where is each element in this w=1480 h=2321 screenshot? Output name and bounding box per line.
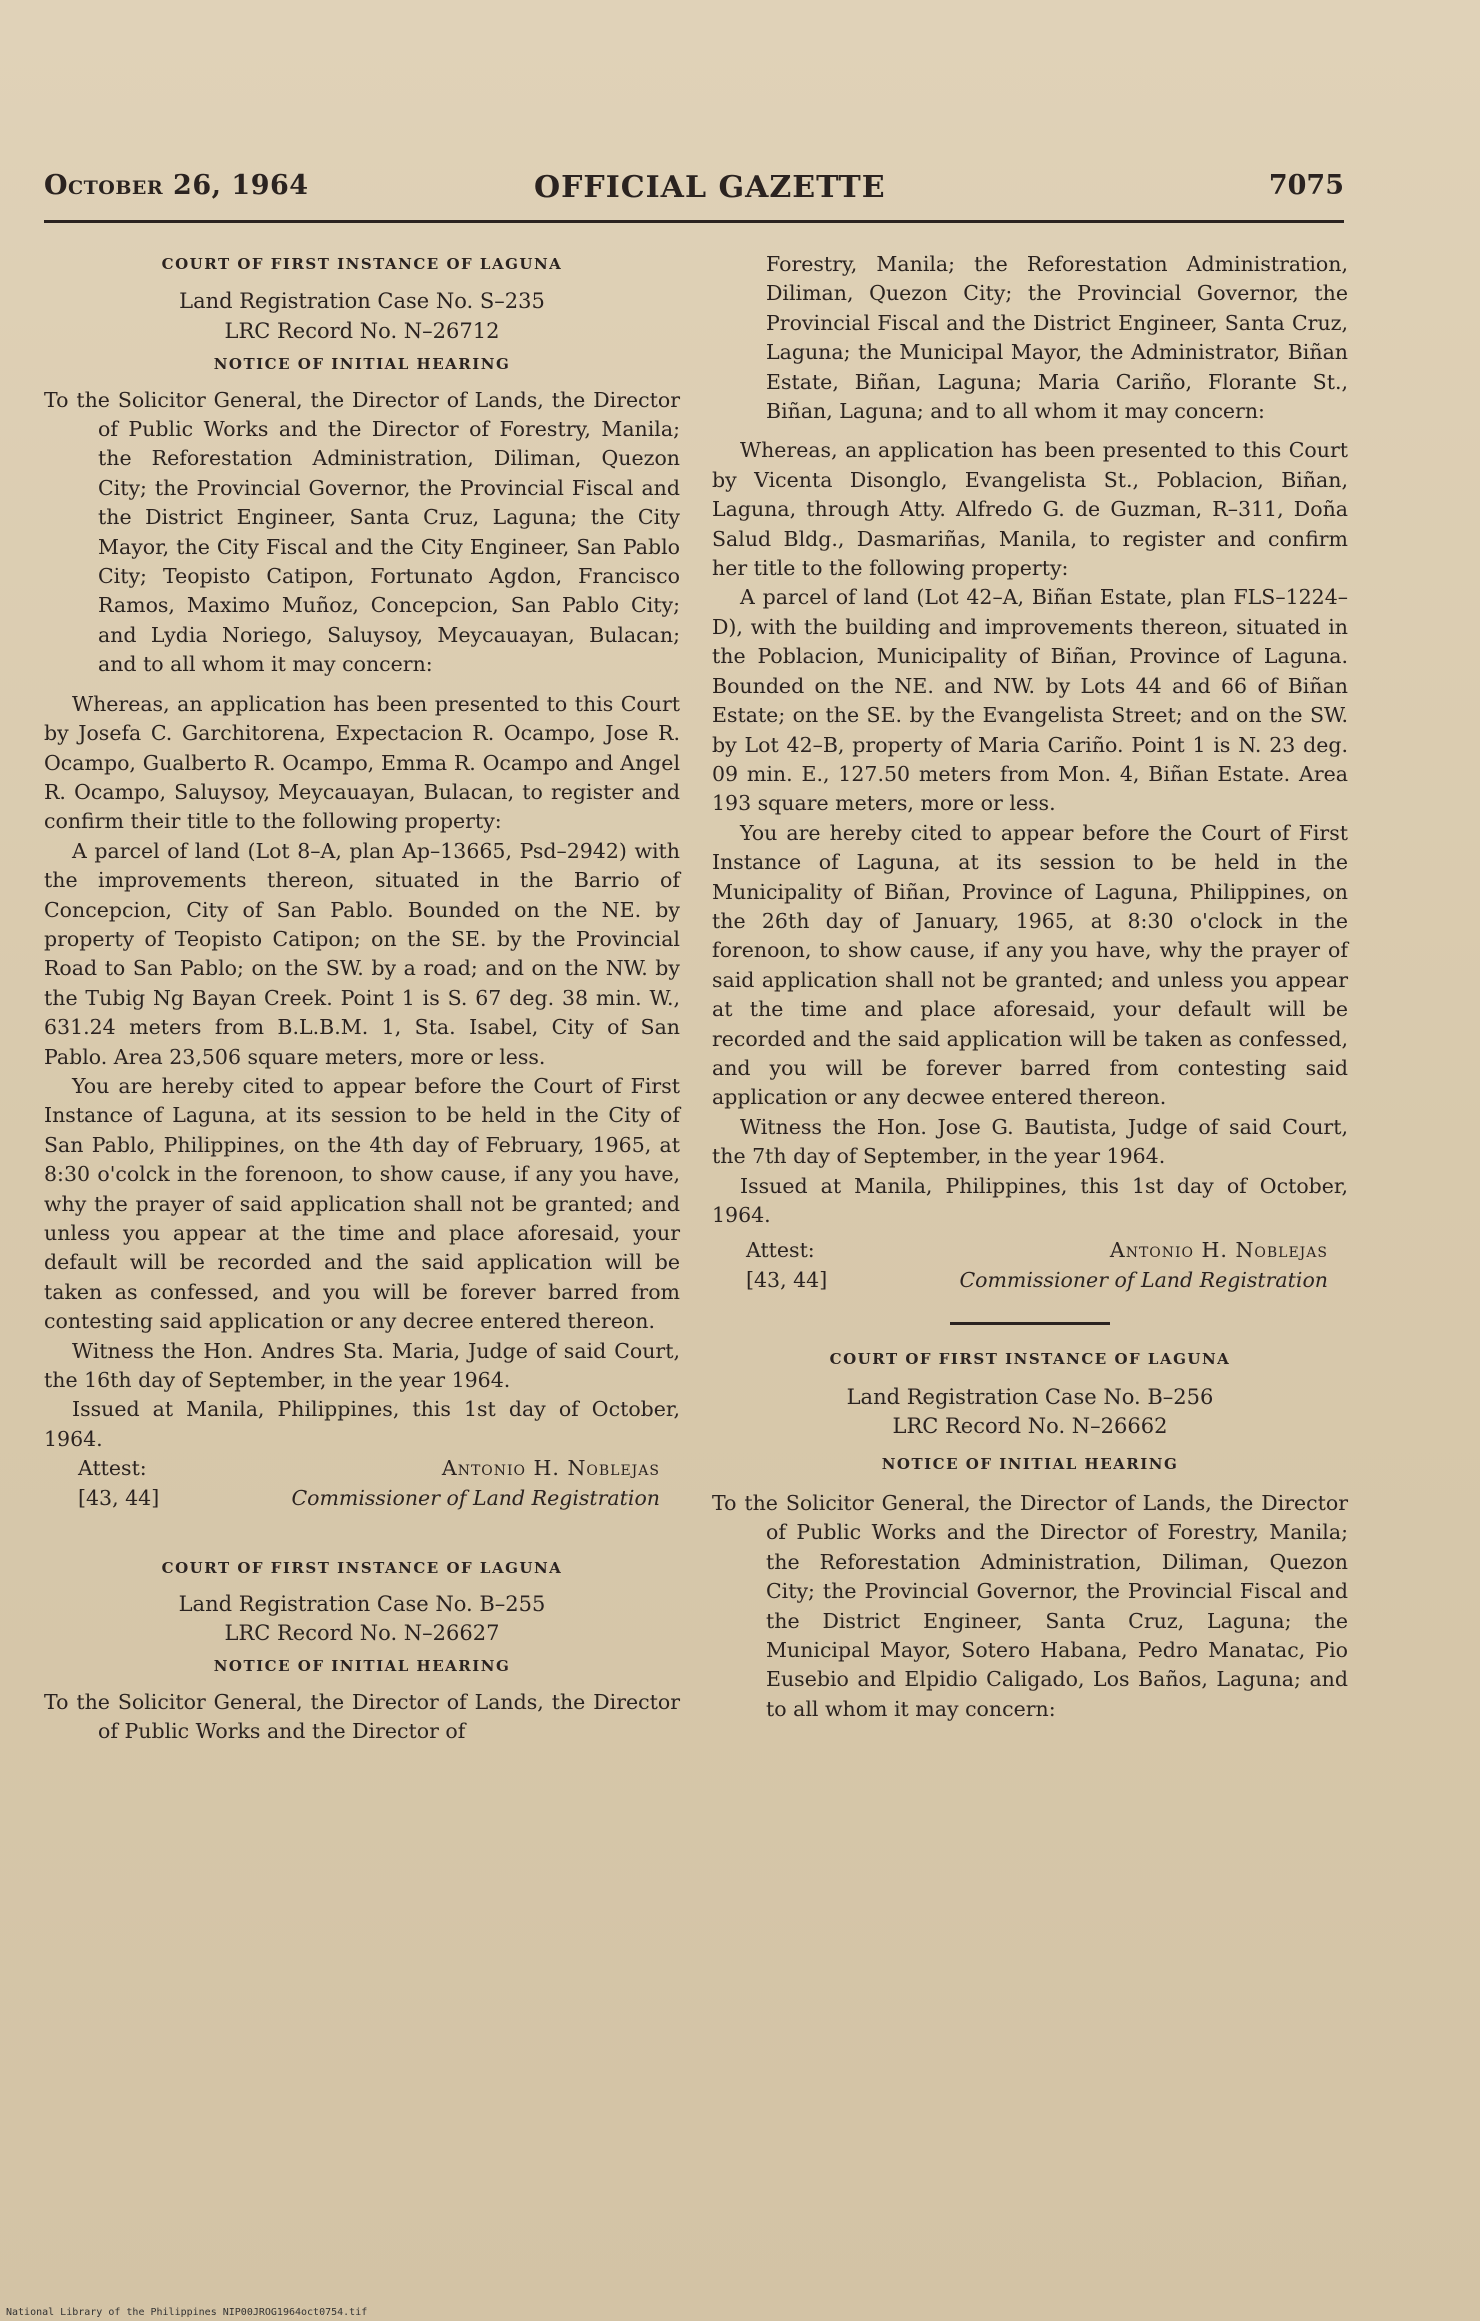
property-description: A parcel of land (Lot 42–A, Biñan Estate, plan FLS–1224–D), with the building and improvements thereon, situated in the Poblacion, Municipality of Biñan, Province of Laguna. Bounded on the NE. and NW. by Lots 44 and 66 of Biñan Estate; on the SE. by the Evangelista Street; and on the SW. by Lot 42–B, property of Maria Cariño. Point 1 is N. 23 deg. 09 min. E., 127.50 meters from Mon. 4, Biñan Estate. Area 193 square meters, more or less.: [712, 585, 1348, 816]
lrc-record: LRC Record No. N–26627: [224, 1621, 500, 1646]
section-divider: [950, 1322, 1110, 1325]
page-number: 7075: [1268, 170, 1344, 201]
notice-heading: NOTICE OF INITIAL HEARING: [881, 1454, 1179, 1473]
notice-addressees-continued: Forestry, Manila; the Reforestation Administration, Diliman, Quezon City; the Provincial Governor, the Provincial Fiscal and the District Engineer, Santa Cruz, Laguna; the Municipal Mayor, the Administrator, Biñan Estate, Biñan, Laguna; Maria Cariño, Florante St., Biñan, Laguna; and to all whom it may concern:: [766, 252, 1348, 424]
attest-label: Attest:: [746, 1238, 815, 1263]
attestation-block: [44, 1454, 680, 1514]
witness-paragraph: Witness the Hon. Jose G. Bautista, Judge of said Court, the 7th day of September, in the year 1964.: [712, 1114, 1348, 1169]
signer-title: Commissioner of Land Registration: [959, 1268, 1328, 1293]
summons-paragraph: You are hereby cited to appear before the Court of First Instance of Laguna, at its session to be held in the Municipality of Biñan, Province of Laguna, Philippines, on the 26th day of January, 1965, at 8:30 o'clock in the forenoon, to show cause, if any you have, why the prayer of said application shall not be granted; and unless you appear at the time and place aforesaid, your default will be recorded and the said application will be taken as confessed, and you will be forever barred from contesting said application or any decwee entered thereon.: [712, 820, 1348, 1110]
right-column: [712, 250, 1348, 1724]
publication-title: OFFICIAL GAZETTE: [534, 170, 886, 205]
case-number: Land Registration Case No. S–235: [179, 289, 545, 314]
application-paragraph: Whereas, an application has been presented to this Court by Vicenta Disonglo, Evangelista St., Poblacion, Biñan, Laguna, through Atty. Alfredo G. de Guzman, R–311, Doña Salud Bldg., Dasmariñas, Manila, to register and confirm her title to the following property:: [712, 438, 1348, 581]
notice-heading: NOTICE OF INITIAL HEARING: [213, 1657, 511, 1676]
lrc-record: LRC Record No. N–26662: [892, 1414, 1168, 1439]
notice-heading: NOTICE OF INITIAL HEARING: [213, 355, 511, 374]
court-heading: COURT OF FIRST INSTANCE OF LAGUNA: [161, 1559, 563, 1578]
issue-date: October 26, 1964: [44, 170, 309, 201]
summons-paragraph: You are hereby cited to appear before the Court of First Instance of Laguna, at its session to be held in the City of San Pablo, Philippines, on the 4th day of February, 1965, at 8:30 o'colck in the forenoon, to show cause, if any you have, why the prayer of said application shall not be granted; and unless you appear at the time and place aforesaid, your default will be recorded and the said application will be taken as confessed, and you will be forever barred from contesting said application or any decree entered thereon.: [44, 1073, 680, 1334]
court-heading: COURT OF FIRST INSTANCE OF LAGUNA: [161, 255, 563, 273]
signer-name: Antonio H. Noblejas: [441, 1456, 660, 1481]
lrc-record: LRC Record No. N–26712: [224, 318, 500, 343]
signer-name: Antonio H. Noblejas: [1109, 1238, 1328, 1263]
left-column: [44, 250, 680, 1747]
court-heading: COURT OF FIRST INSTANCE OF LAGUNA: [829, 1350, 1231, 1369]
case-number: Land Registration Case No. B–256: [846, 1384, 1214, 1409]
reference-numbers: [43, 44]: [746, 1268, 828, 1293]
notice-addressees: To the Solicitor General, the Director of Lands, the Director of Public Works and the Director of Forestry, Manila; the Reforestation Administration, Diliman, Quezon City; the Provincial Governor, the Provincial Fiscal and the District Engineer, Santa Cruz, Laguna; the City Mayor, the City Fiscal and the City Engineer, San Pablo City; Teopisto Catipon, Fortunato Agdon, Francisco Ramos, Maximo Muñoz, Concepcion, San Pablo City; and Lydia Noriego, Saluysoy, Meycauayan, Bulacan; and to all whom it may concern:: [44, 387, 680, 677]
case-number: Land Registration Case No. B–255: [178, 1591, 546, 1616]
notice-addressees: To the Solicitor General, the Director of Lands, the Director of Public Works and the Director of Forestry, Manila; the Reforestation Administration, Diliman, Quezon City; the Provincial Governor, the Provincial Fiscal and the District Engineer, Santa Cruz, Laguna; the Municipal Mayor, Sotero Habana, Pedro Manatac, Pio Eusebio and Elpidio Caligado, Los Baños, Laguna; and to all whom it may concern:: [712, 1491, 1348, 1721]
notice-addressees: To the Solicitor General, the Director of Lands, the Director of Public Works and the Director of: [44, 1689, 680, 1744]
attest-label: Attest:: [78, 1456, 147, 1481]
scan-footer: National Library of the Philippines NIP00JROG1964oct0754.tif: [6, 2307, 368, 2318]
attestation-block: [712, 1236, 1348, 1296]
header-rule: [44, 220, 1344, 223]
property-description: A parcel of land (Lot 8–A, plan Ap–13665, Psd–2942) with the improvements thereon, situated in the Barrio of Concepcion, City of San Pablo. Bounded on the NE. by property of Teopisto Catipon; on the SE. by the Provincial Road to San Pablo; on the SW. by a road; and on the NW. by the Tubig Ng Bayan Creek. Point 1 is S. 67 deg. 38 min. W., 631.24 meters from B.L.B.M. 1, Sta. Isabel, City of San Pablo. Area 23,506 square meters, more or less.: [44, 838, 680, 1069]
witness-paragraph: Witness the Hon. Andres Sta. Maria, Judge of said Court, the 16th day of September, in the year 1964.: [44, 1338, 680, 1393]
page-header: [44, 170, 1344, 214]
issued-paragraph: Issued at Manila, Philippines, this 1st day of October, 1964.: [712, 1173, 1348, 1227]
reference-numbers: [43, 44]: [78, 1486, 160, 1511]
application-paragraph: Whereas, an application has been presented to this Court by Josefa C. Garchitorena, Expectacion R. Ocampo, Jose R. Ocampo, Gualberto R. Ocampo, Emma R. Ocampo and Angel R. Ocampo, Saluysoy, Meycauayan, Bulacan, to register and confirm their title to the following property:: [44, 691, 680, 834]
signer-title: Commissioner of Land Registration: [291, 1486, 660, 1511]
issued-paragraph: Issued at Manila, Philippines, this 1st day of October, 1964.: [44, 1397, 680, 1451]
